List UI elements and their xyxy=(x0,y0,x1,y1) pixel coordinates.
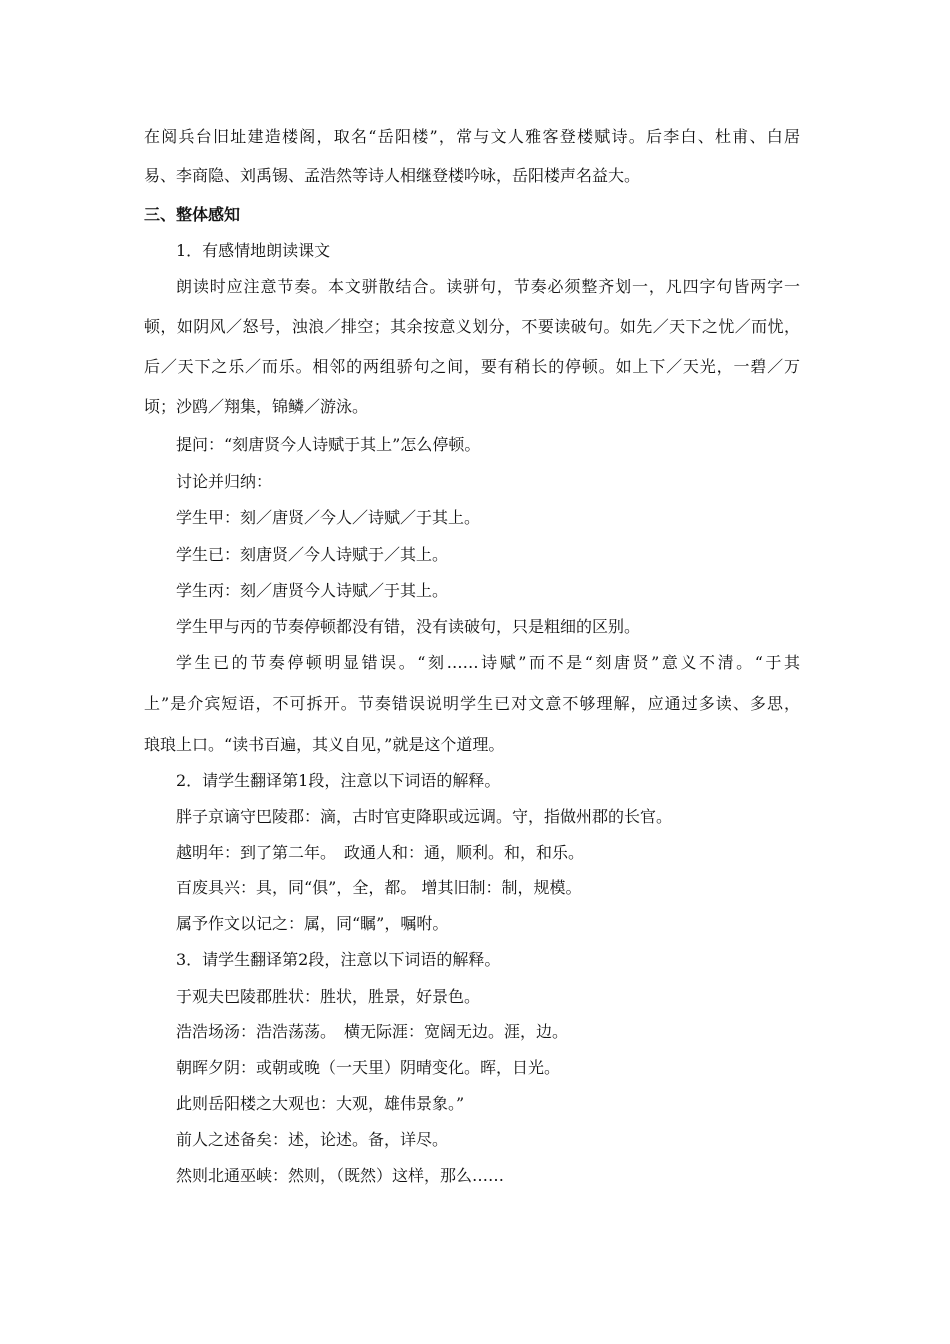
paragraph-line: 越明年：到了第二年。 政通人和：通，顺利。和，和乐。 xyxy=(176,843,585,862)
paragraph-line: 于观夫巴陵郡胜状：胜状，胜景，好景色。 xyxy=(176,987,481,1006)
subsection-heading: 2．请学生翻译第1段，注意以下词语的解释。 xyxy=(176,771,501,790)
paragraph-line: 属予作文以记之：属，同“瞩”，嘱咐。 xyxy=(176,914,449,933)
paragraph-line: 讨论并归纳： xyxy=(176,472,273,491)
paragraph-line: 朝晖夕阴：或朝或晚（一天里）阴晴变化。晖，日光。 xyxy=(176,1058,561,1077)
section-heading: 三、整体感知 xyxy=(144,205,241,224)
paragraph-line: 胖子京谪守巴陵郡：滴，古时官吏降职或远调。守，指做州郡的长官。 xyxy=(176,807,673,826)
paragraph-line: 上”是介宾短语，不可拆开。节奏错误说明学生已对文意不够理解，应通过多读、多思， xyxy=(144,694,800,713)
paragraph-line: 朗读时应注意节奏。本文骈散结合。读骈句，节奏必须整齐划一，凡四字句皆两字一 xyxy=(176,277,800,296)
paragraph-line: 学生甲与丙的节奏停顿都没有错，没有读破句，只是粗细的区别。 xyxy=(176,617,641,636)
paragraph-line: 前人之述备矣：述，论述。备，详尽。 xyxy=(176,1130,449,1149)
paragraph-line: 学生甲：刻／唐贤／今人／诗赋／于其上。 xyxy=(176,508,481,527)
paragraph-line: 学生丙：刻／唐贤今人诗赋／于其上。 xyxy=(176,581,449,600)
paragraph-line: 然则北通巫峡：然则，（既然）这样，那么…… xyxy=(176,1166,505,1185)
paragraph-line: 学生已：刻唐贤／今人诗赋于／其上。 xyxy=(176,545,449,564)
paragraph-line: 顿，如阴风／怒号，浊浪／排空；其余按意义划分，不要读破句。如先／天下之忧／而忧， xyxy=(144,317,800,336)
paragraph-line: 在阅兵台旧址建造楼阁，取名“岳阳楼”，常与文人雅客登楼赋诗。后李白、杜甫、白居 xyxy=(144,127,800,146)
paragraph-line: 顷；沙鸥／翔集，锦鳞／游泳。 xyxy=(144,397,369,416)
paragraph-line: 后／天下之乐／而乐。相邻的两组骄句之间，要有稍长的停顿。如上下／天光，一碧／万 xyxy=(144,357,800,376)
paragraph-line: 琅琅上口。“读书百遍，其义自见，”就是这个道理。 xyxy=(144,735,505,754)
paragraph-line: 浩浩场汤：浩浩荡荡。 横无际涯：宽阔无边。涯，边。 xyxy=(176,1022,569,1041)
subsection-heading: 1．有感情地朗读课文 xyxy=(176,241,331,260)
paragraph-line: 学生已的节奏停顿明显错误。“刻……诗赋”而不是“刻唐贤”意义不清。“于其 xyxy=(176,653,800,672)
subsection-heading: 3．请学生翻译第2段，注意以下词语的解释。 xyxy=(176,950,501,969)
paragraph-line: 提问：“刻唐贤今人诗赋于其上”怎么停顿。 xyxy=(176,435,481,454)
paragraph-line: 百废具兴：具，同“俱”，全，都。 增其旧制：制，规模。 xyxy=(176,878,582,897)
paragraph-line: 此则岳阳楼之大观也：大观，雄伟景象。” xyxy=(176,1094,465,1113)
paragraph-line: 易、李商隐、刘禹锡、孟浩然等诗人相继登楼吟咏，岳阳楼声名益大。 xyxy=(144,166,641,185)
